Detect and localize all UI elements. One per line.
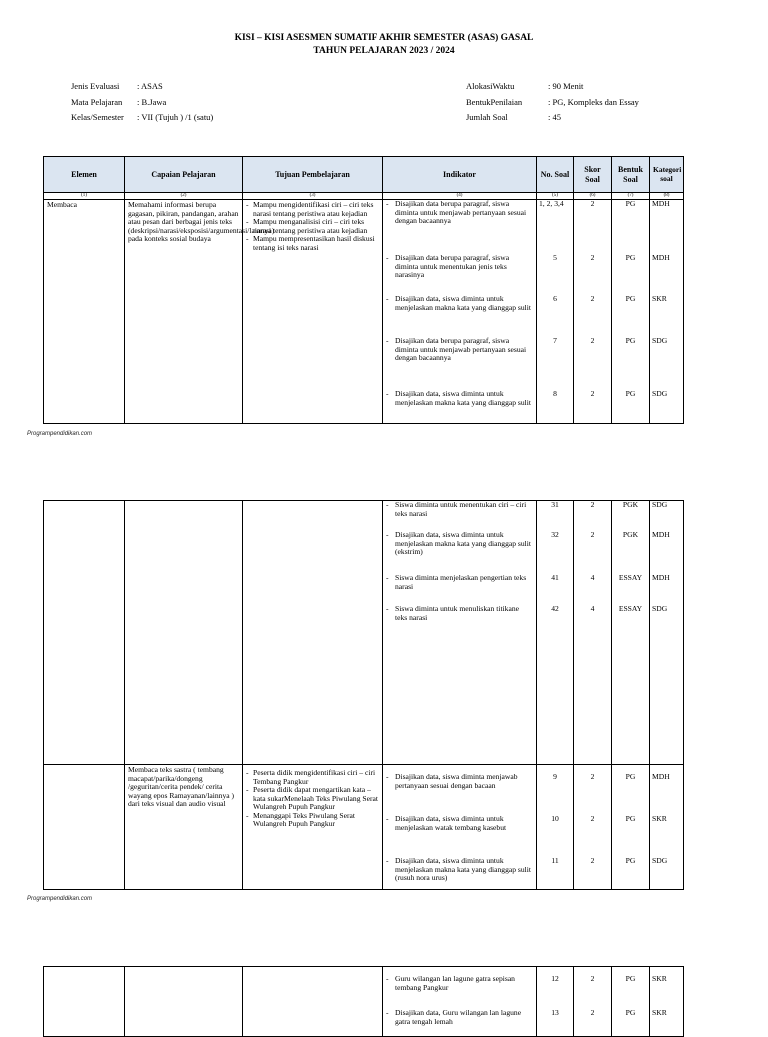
indikator-cell — [383, 967, 537, 1037]
kategori-soal: MDH — [652, 530, 670, 539]
column-number: (2) — [125, 193, 243, 200]
tujuan-cell — [243, 967, 383, 1037]
capaian-cell — [125, 501, 243, 765]
skor-soal: 2 — [590, 294, 595, 303]
no-soal: 9 — [553, 772, 557, 781]
tujuan-item: - Menanggapi Teks Piwulang Serat Wulangreh Pupuh Pangkur — [246, 810, 356, 828]
skor-cell — [574, 967, 612, 1037]
no-soal-cell — [537, 967, 574, 1037]
bentuk-soal: PGK — [622, 500, 639, 509]
column-header: Indikator — [383, 157, 537, 193]
no-soal: 5 — [553, 253, 557, 262]
skor-soal: 2 — [590, 530, 595, 539]
indikator-cell — [383, 501, 537, 765]
bentuk-soal: PGK — [622, 530, 639, 539]
indikator-item: - Disajikan data, siswa diminta untuk menjelaskan makna kata yang dianggap sulit (rusuh nora urus) — [386, 856, 532, 882]
table-row — [44, 967, 684, 1037]
column-header: Tujuan Pembelajaran — [243, 157, 383, 193]
elemen-cell: Membaca — [44, 200, 125, 424]
no-soal: 7 — [553, 336, 557, 345]
skor-soal: 2 — [590, 974, 595, 983]
no-soal: 8 — [553, 389, 557, 398]
skor-soal: 2 — [590, 772, 595, 781]
column-number: (6) — [574, 193, 612, 200]
kategori-soal: SDG — [652, 389, 668, 398]
bentuk-soal: ESSAY — [618, 573, 643, 582]
kategori-soal: SDG — [652, 604, 668, 613]
skor-cell — [574, 200, 612, 424]
bentuk-soal: PG — [625, 814, 636, 823]
kategori-soal: SDG — [652, 336, 668, 345]
no-soal: 11 — [551, 856, 559, 865]
no-soal-cell — [537, 501, 574, 765]
tujuan-item: - Mampu menganalisisi ciri – ciri teks narasi tentang peristiwa atau kejadian — [246, 217, 368, 235]
indikator-cell — [383, 200, 537, 424]
meta-label: Jumlah Soal — [466, 112, 508, 122]
meta-label: BentukPenilaian — [466, 97, 523, 107]
column-number: (1) — [44, 193, 125, 200]
footer-watermark: Programpendidikan.com — [27, 431, 93, 437]
indikator-item: - Siswa diminta untuk menentukan ciri – ciri teks narasi — [386, 500, 527, 518]
kategori-soal: MDH — [652, 772, 670, 781]
capaian-cell: Memahami informasi berupa gagasan, pikiran, pandangan, arahan atau pesan dari berbagai jenis teks (deskripsi/narasi/eksposisi/argumentasi/lainnya) pada konteks sosial budaya — [125, 200, 243, 424]
kisi-table-page1 — [43, 156, 684, 424]
kategori-cell — [650, 501, 684, 765]
column-number: (7) — [612, 193, 650, 200]
footer-watermark: Programpendidikan.com — [27, 896, 93, 902]
bentuk-soal: PG — [625, 389, 636, 398]
meta-jumlah-soal — [466, 112, 561, 122]
meta-mata-pelajaran — [71, 97, 166, 107]
table-row — [44, 200, 684, 424]
bentuk-soal: PG — [625, 856, 636, 865]
bentuk-soal: PG — [625, 199, 636, 208]
no-soal-cell — [537, 765, 574, 890]
tujuan-item: - Mampu mengidentifikasi ciri – ciri teks narasi tentang peristiwa atau kejadian — [246, 200, 374, 218]
column-header: No. Soal — [537, 157, 574, 193]
indikator-item: - Disajikan data berupa paragraf, siswa diminta untuk menjawab pertanyaan sesuai dengan bacaannya — [386, 336, 527, 362]
meta-label: Mata Pelajaran — [71, 97, 123, 107]
no-soal: 31 — [551, 500, 559, 509]
no-soal: 12 — [551, 974, 559, 983]
kisi-table-page2 — [43, 500, 684, 890]
document-title: KISI – KISI ASESMEN SUMATIF AKHIR SEMESTER (ASAS) GASAL — [234, 33, 534, 43]
column-header: Bentuk Soal — [612, 157, 650, 193]
tujuan-cell — [243, 765, 383, 890]
skor-soal: 4 — [590, 573, 595, 582]
capaian-cell — [125, 967, 243, 1037]
elemen-cell — [44, 765, 125, 890]
no-soal: 13 — [551, 1008, 559, 1017]
column-header: Capaian Pelajaran — [125, 157, 243, 193]
skor-cell — [574, 765, 612, 890]
indikator-item: - Siswa diminta menjelaskan pengertian teks narasi — [386, 573, 527, 591]
indikator-item: - Disajikan data, siswa diminta untuk menjelaskan makna kata yang dianggap sulit — [386, 294, 532, 312]
indikator-item: - Guru wilangan lan lagune gatra sepisan tembang Pangkur — [386, 974, 515, 992]
tujuan-item: - Mampu mempresentasikan hasil diskusi tentang isi teks narasi — [246, 234, 375, 252]
skor-soal: 2 — [590, 500, 595, 509]
kategori-cell — [650, 967, 684, 1037]
tujuan-item: - Peserta didik dapat mengartikan kata – kata sukarMenelaah Teks Piwulang Serat Wulangreh Pupuh Pangkur — [246, 785, 379, 811]
meta-label: AlokasiWaktu — [466, 81, 515, 91]
kategori-cell — [650, 200, 684, 424]
kategori-soal: SKR — [652, 814, 667, 823]
skor-cell — [574, 501, 612, 765]
meta-value: : B.Jawa — [137, 97, 167, 107]
kategori-soal: MDH — [652, 199, 670, 208]
indikator-item: - Disajikan data berupa paragraf, siswa diminta untuk menjawab pertanyaan sesuai dengan bacaannya — [386, 199, 527, 225]
no-soal: 1, 2, 3,4 — [539, 199, 564, 208]
elemen-cell — [44, 501, 125, 765]
meta-jenis-evaluasi — [71, 81, 163, 91]
indikator-cell — [383, 765, 537, 890]
skor-soal: 2 — [590, 253, 595, 262]
no-soal: 41 — [551, 573, 559, 582]
skor-soal: 4 — [590, 604, 595, 613]
column-number: (8) — [650, 193, 684, 200]
indikator-item: - Disajikan data, siswa diminta untuk menjelaskan watak tembang kasebut — [386, 814, 507, 832]
capaian-cell: Membaca teks sastra ( tembang macapat/parika/dongeng /geguritan/cerita pendek/ cerita wayang epos Ramayanan/lainnya ) dari teks visual dan audio visual — [125, 765, 243, 890]
indikator-item: - Disajikan data, siswa diminta menjawab pertanyaan sesuai dengan bacaan — [386, 772, 518, 790]
meta-value: : VII (Tujuh ) /1 (satu) — [137, 112, 214, 122]
column-number: (3) — [243, 193, 383, 200]
meta-label: Kelas/Semester — [71, 112, 124, 122]
kategori-soal: SKR — [652, 294, 667, 303]
meta-value: : 90 Menit — [548, 81, 584, 91]
no-soal: 6 — [553, 294, 557, 303]
column-number: (5) — [537, 193, 574, 200]
indikator-item: - Siswa diminta untuk menuliskan titikane teks narasi — [386, 604, 520, 622]
tujuan-item: - Peserta didik mengidentifikasi ciri – ciri Tembang Pangkur — [246, 768, 376, 786]
kategori-soal: MDH — [652, 573, 670, 582]
table-row — [44, 501, 684, 765]
no-soal: 42 — [551, 604, 559, 613]
meta-bentuk-penilaian — [466, 97, 639, 107]
skor-soal: 2 — [590, 814, 595, 823]
bentuk-cell — [612, 501, 650, 765]
bentuk-soal: PG — [625, 772, 636, 781]
skor-soal: 2 — [590, 336, 595, 345]
bentuk-soal: PG — [625, 974, 636, 983]
bentuk-soal: ESSAY — [618, 604, 643, 613]
bentuk-soal: PG — [625, 253, 636, 262]
bentuk-cell — [612, 765, 650, 890]
skor-soal: 2 — [590, 1008, 595, 1017]
no-soal-cell — [537, 200, 574, 424]
bentuk-cell — [612, 967, 650, 1037]
skor-soal: 2 — [590, 389, 595, 398]
meta-value: : ASAS — [137, 81, 163, 91]
no-soal: 10 — [551, 814, 559, 823]
meta-value: : 45 — [548, 112, 561, 122]
bentuk-soal: PG — [625, 1008, 636, 1017]
bentuk-cell — [612, 200, 650, 424]
meta-kelas-semester — [71, 112, 213, 122]
bentuk-soal: PG — [625, 336, 636, 345]
bentuk-soal: PG — [625, 294, 636, 303]
indikator-item: - Disajikan data, siswa diminta untuk menjelaskan makna kata yang dianggap sulit — [386, 389, 532, 407]
meta-alokasi-waktu — [466, 81, 583, 91]
skor-soal: 2 — [590, 199, 595, 208]
kategori-cell — [650, 765, 684, 890]
kategori-soal: SDG — [652, 500, 668, 509]
table-header-row — [44, 157, 684, 193]
indikator-item: - Disajikan data, siswa diminta untuk menjelaskan makna kata yang dianggap sulit (ekstrim) — [386, 530, 532, 556]
no-soal: 32 — [551, 530, 559, 539]
meta-value: : PG, Kompleks dan Essay — [548, 97, 639, 107]
indikator-item: - Disajikan data berupa paragraf, siswa diminta untuk menentukan jenis teks narasinya — [386, 253, 510, 279]
kisi-table-page3 — [43, 966, 684, 1037]
indikator-item: - Disajikan data, Guru wilangan lan lagune gatra tengah lemah — [386, 1008, 522, 1026]
elemen-cell — [44, 967, 125, 1037]
document-subtitle: TAHUN PELAJARAN 2023 / 2024 — [313, 46, 455, 56]
skor-soal: 2 — [590, 856, 595, 865]
column-header: Elemen — [44, 157, 125, 193]
column-number: (4) — [383, 193, 537, 200]
meta-label: Jenis Evaluasi — [71, 81, 120, 91]
column-number-row — [44, 193, 684, 200]
tujuan-cell — [243, 200, 383, 424]
tujuan-cell — [243, 501, 383, 765]
kategori-soal: SKR — [652, 1008, 667, 1017]
column-header: Skor Soal — [574, 157, 612, 193]
table-row — [44, 765, 684, 890]
column-header: Kategori soal — [650, 157, 684, 193]
kategori-soal: SKR — [652, 974, 667, 983]
kategori-soal: MDH — [652, 253, 670, 262]
kategori-soal: SDG — [652, 856, 668, 865]
